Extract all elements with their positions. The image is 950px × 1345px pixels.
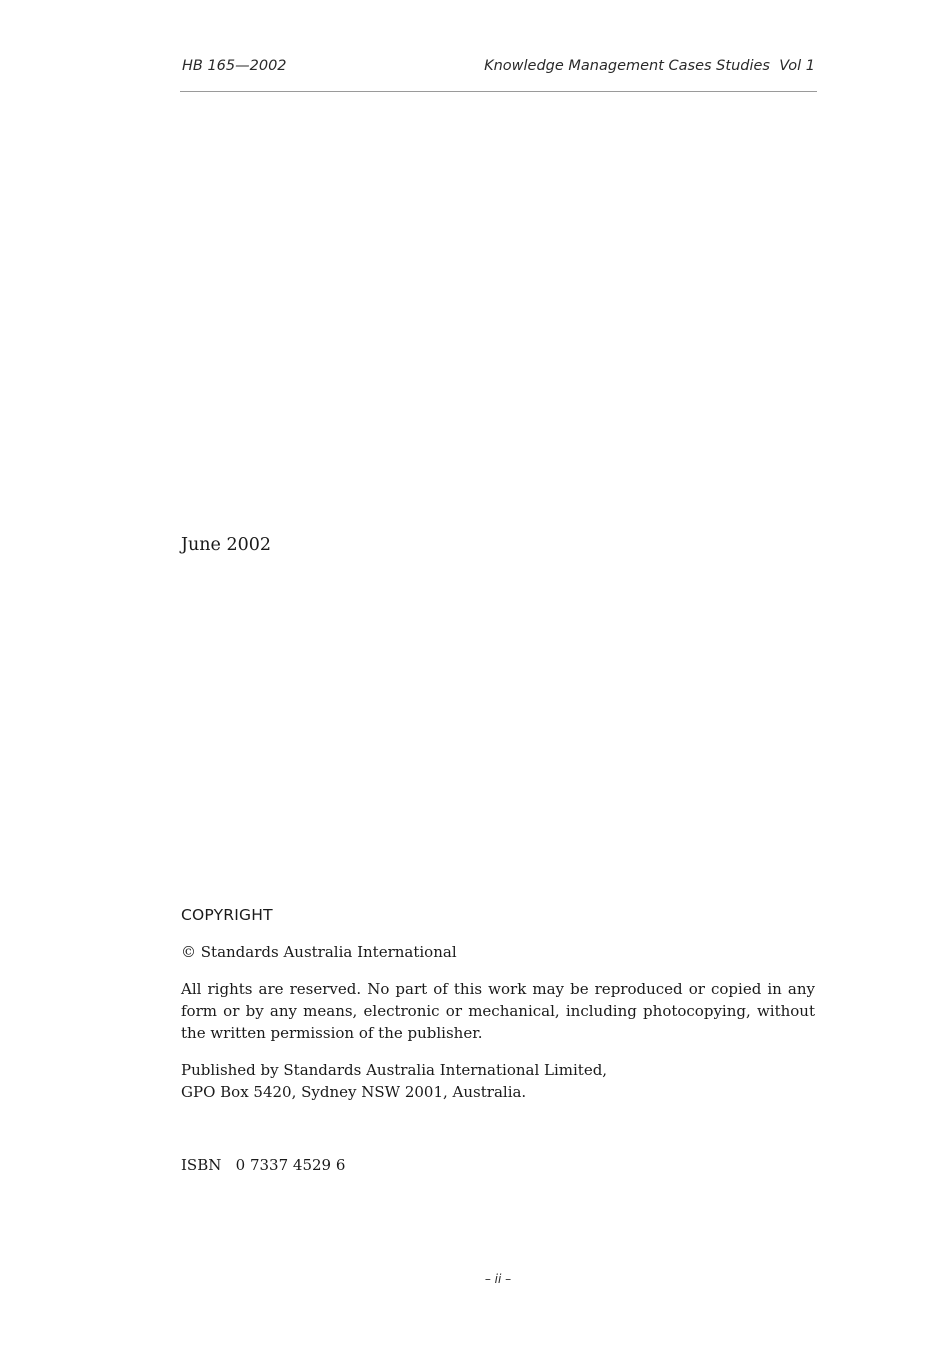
isbn: ISBN 0 7337 4529 6 — [181, 1156, 346, 1174]
running-header — [180, 57, 817, 92]
document-number: HB 165—2002 — [182, 58, 287, 74]
document-title: Knowledge Management Cases Studies Vol 1 — [484, 58, 815, 74]
publisher-line-2: GPO Box 5420, Sydney NSW 2001, Australia. — [181, 1083, 527, 1101]
publication-date: June 2002 — [181, 535, 272, 555]
page-number: – ii – — [484, 1272, 512, 1286]
rights-statement: All rights are reserved. No part of this work may be reproduced or copied in any form or by any means, electronic or mechanical, including photocopying, without the written permission of the publisher. — [181, 980, 815, 1042]
copyright-heading: COPYRIGHT — [181, 906, 273, 924]
publisher-info — [181, 1059, 815, 1103]
publisher-line-1: Published by Standards Australia International Limited, — [181, 1061, 608, 1079]
copyright-holder: © Standards Australia International — [181, 943, 457, 961]
copyright-section — [181, 904, 815, 1191]
